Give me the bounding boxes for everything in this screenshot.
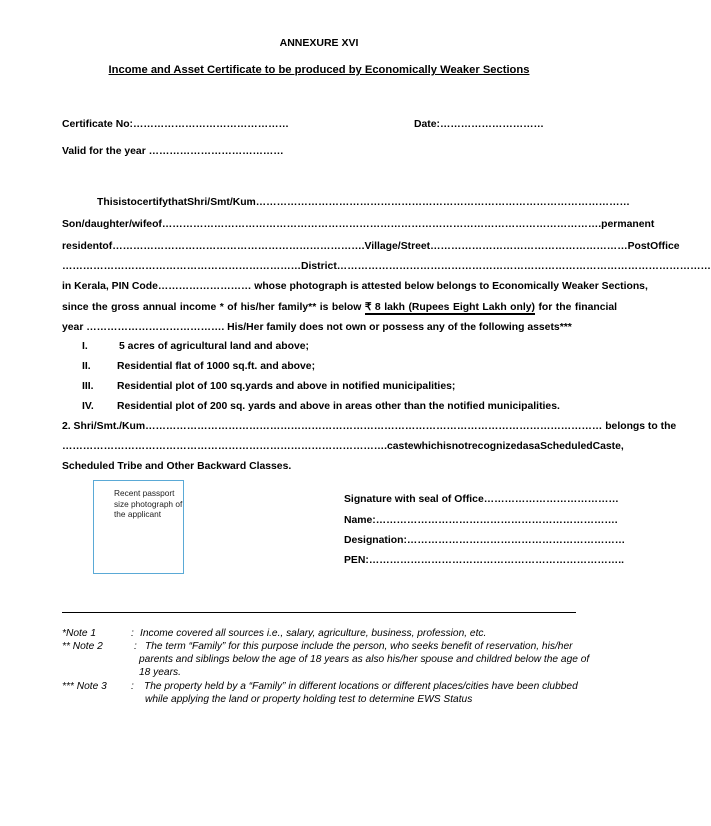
body-line-4: [62, 261, 711, 272]
document-title: Income and Asset Certificate to be produced by Economically Weaker Sections: [108, 64, 530, 76]
word: District: [300, 261, 337, 272]
certificate-number-field: Certificate No:………………………………………: [62, 119, 289, 130]
word: This: [97, 197, 119, 208]
word: certify: [136, 197, 169, 208]
word: Shri/Smt/Kum………………………………………………………………………………………………: [187, 197, 630, 208]
note-text: Income covered all sources i.e., salary, agriculture, business, profession, etc.: [140, 628, 487, 639]
asset-item-number: II.: [82, 361, 91, 372]
pen-field: PEN:………………………………………………………………..: [344, 555, 624, 566]
word: Scheduled: [540, 441, 593, 452]
word: that: [168, 197, 188, 208]
word: ……………………………………………………………………………………………………………….: [161, 219, 602, 230]
note-separator: :: [131, 628, 134, 639]
word: ………………………………………………………………………………………………: [336, 261, 711, 272]
word: …………………………………………………: [430, 241, 628, 252]
word: Post: [627, 241, 651, 252]
word: of: [102, 241, 113, 252]
word: Office: [650, 241, 680, 252]
photo-instruction: Recent passport size photograph of the applicant: [114, 488, 183, 519]
word: of: [152, 219, 162, 230]
note-text: parents and siblings below the age of 18 years as also his/her spouse and childred below the age of: [139, 654, 590, 665]
para2-line-2: [62, 441, 624, 452]
asset-item-text: 5 acres of agricultural land and above;: [119, 341, 309, 352]
word: Village/Street: [364, 241, 431, 252]
annexure-label: ANNEXURE XVI: [279, 37, 359, 49]
word: ……………………………………………………………: [62, 261, 301, 272]
designation-field: Designation:………………………………………………………: [344, 535, 626, 546]
para2-line-1: 2. Shri/Smt./Kum…………………………………………………………………………………………………………………… belongs to the: [62, 421, 677, 432]
note-marker: *Note 1: [62, 628, 96, 639]
word: as: [522, 441, 535, 452]
word: a: [534, 441, 541, 452]
word: ………………………………………………………………………………….caste: [62, 441, 414, 452]
word: Son/daughter/wife: [62, 219, 153, 230]
income-limit-amount: ₹ 8 lakh (Rupees Eight Lakh only): [364, 302, 535, 313]
word: recognized: [467, 441, 523, 452]
word: resident: [62, 241, 103, 252]
word: not: [451, 441, 468, 452]
word: ……………………………………………………………….: [112, 241, 365, 252]
date-field: Date:…………………………: [414, 119, 544, 130]
word: Caste,: [592, 441, 624, 452]
body-line-1: [97, 197, 630, 208]
body-line-5: in Kerala, PIN Code……………………… whose photograph is attested below belongs to Economically Weaker Sections,: [62, 281, 648, 292]
word: which: [413, 441, 444, 452]
asset-item-text: Residential plot of 100 sq.yards and above in notified municipalities;: [117, 381, 456, 392]
word: permanent: [601, 219, 655, 230]
word: is: [118, 197, 128, 208]
notes-divider: [62, 612, 576, 613]
body-line-6: [62, 301, 618, 313]
asset-item-number: III.: [82, 381, 94, 392]
income-text: since the gross annual income * of his/her family** is below: [62, 302, 362, 313]
word: is: [443, 441, 452, 452]
asset-item-text: Residential plot of 200 sq. yards and above in areas other than the notified municipalities.: [117, 401, 560, 412]
body-line-3: [62, 241, 680, 252]
body-line-7: year …………………………………. His/Her family does not own or possess any of the following assets***: [62, 322, 572, 333]
photo-placeholder-box: [93, 480, 184, 574]
note-separator: :: [131, 681, 134, 692]
note-separator: :: [134, 641, 137, 652]
note-text: The property held by a “Family” in different locations or different places/cities have been clubbed: [144, 681, 578, 692]
name-field: Name:…………………………………………………………….: [344, 515, 618, 526]
para2-line-3: Scheduled Tribe and Other Backward Classes.: [62, 461, 292, 472]
note-text: while applying the land or property holding test to determine EWS Status: [145, 694, 473, 705]
asset-item-number: IV.: [82, 401, 94, 412]
asset-item-number: I.: [82, 341, 88, 352]
asset-item-text: Residential flat of 1000 sq.ft. and above;: [117, 361, 316, 372]
valid-year-field: Valid for the year …………………………………: [62, 146, 284, 157]
word: to: [127, 197, 137, 208]
note-marker: ** Note 2: [62, 641, 103, 652]
note-marker: *** Note 3: [62, 681, 107, 692]
income-text-end: for the financial: [538, 302, 618, 313]
note-text: The term “Family” for this purpose include the person, who seeks benefit of reservation, his/her: [145, 641, 573, 652]
signature-field: Signature with seal of Office…………………………………: [344, 494, 619, 505]
body-line-2: [62, 219, 655, 230]
note-text: 18 years.: [139, 667, 181, 678]
